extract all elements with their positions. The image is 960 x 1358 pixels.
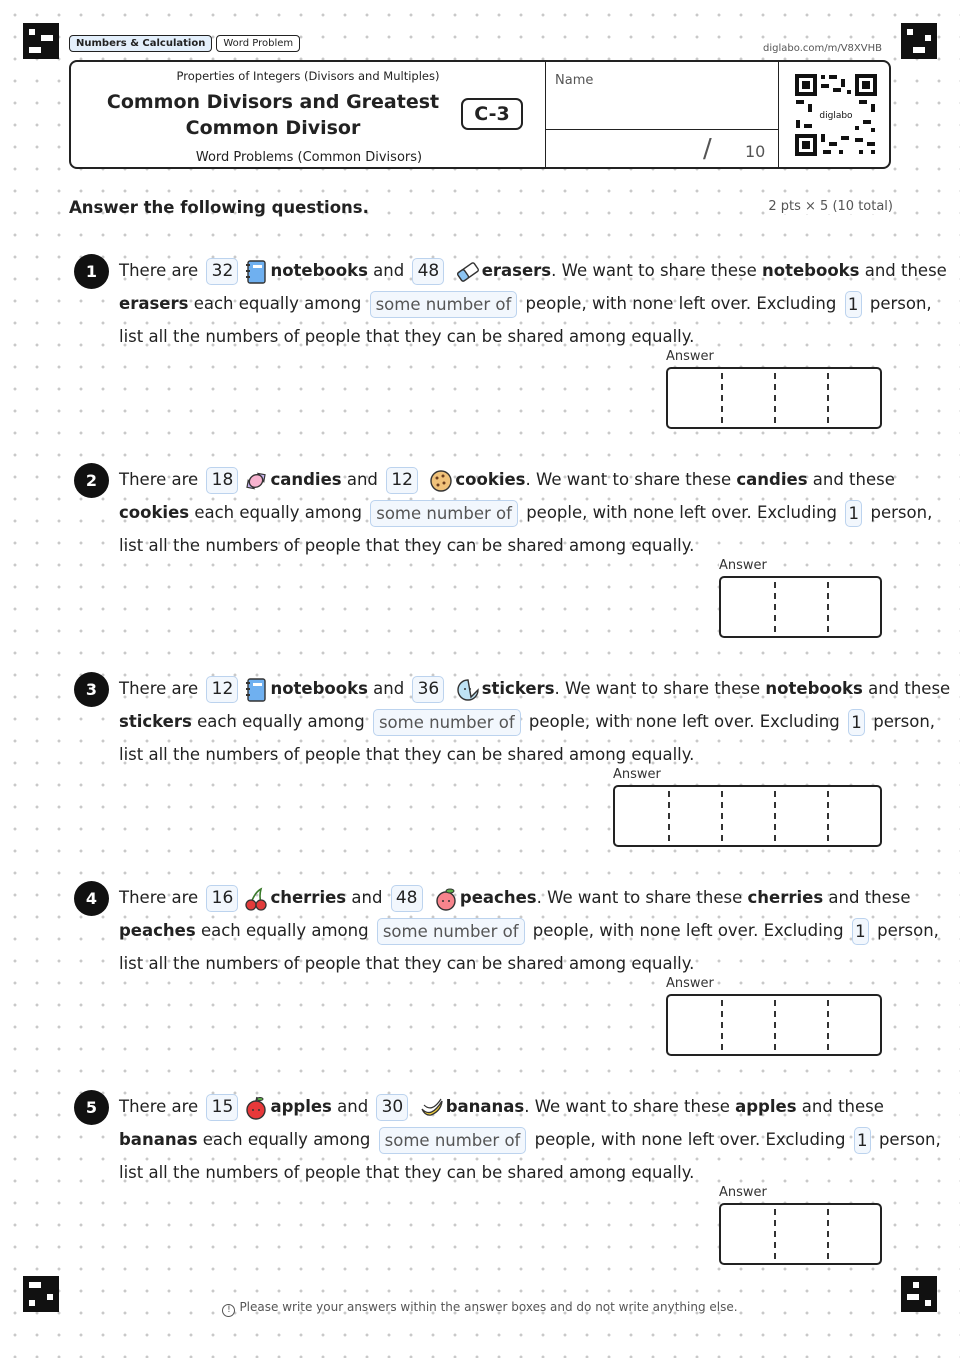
answer-cell-divider (721, 1000, 723, 1050)
peach-icon (433, 886, 459, 912)
question-line-3: list all the numbers of people that they can be shared among equally. (119, 745, 695, 764)
page-title (103, 89, 443, 141)
item-1-name: candies (270, 470, 342, 489)
count-2: 48 (391, 885, 423, 912)
item-1-name: apples (270, 1097, 332, 1116)
each-equally-text: each equally among (202, 1130, 371, 1149)
each-equally-text: each equally among (193, 294, 362, 313)
question-number: 5 (74, 1090, 109, 1125)
score-slash: / (703, 134, 712, 164)
question-line-1 (119, 254, 947, 287)
question-text (119, 881, 939, 980)
item-2-name: stickers (481, 679, 555, 698)
answer-cell-divider (774, 582, 776, 632)
name-label: Name (555, 73, 594, 88)
answer-label: Answer (666, 976, 714, 991)
question-number: 3 (74, 672, 109, 707)
question-text (119, 672, 951, 771)
divider (778, 62, 779, 167)
question-line-2 (119, 496, 933, 529)
notebook-icon (243, 259, 269, 285)
item-1-name-repeat: apples (735, 1097, 797, 1116)
qr-code (793, 72, 879, 158)
people-text: people, with none left over. Excluding (526, 503, 838, 522)
each-equally-text: each equally among (200, 921, 369, 940)
divider (545, 129, 779, 130)
count-2: 48 (412, 258, 444, 285)
there-are-text: There are (119, 470, 199, 489)
notebook-icon (243, 677, 269, 703)
page-title-line1: Common Divisors and Greatest (106, 91, 440, 113)
item-2-name-repeat: erasers (119, 294, 189, 313)
question-line-2 (119, 287, 932, 320)
answer-box-3[interactable] (613, 785, 882, 847)
corner-marker-top-left (23, 23, 59, 59)
answer-cell-divider (827, 1209, 829, 1259)
item-2-name-repeat: peaches (119, 921, 196, 940)
some-number-box: some number of (370, 500, 518, 527)
question-line-2 (119, 705, 936, 738)
and-these-text: and these (828, 888, 911, 907)
person-text: person, (873, 712, 936, 731)
tag-list (69, 35, 300, 52)
item-2-name-repeat: bananas (119, 1130, 198, 1149)
question-line-1 (119, 672, 951, 705)
answer-label: Answer (719, 558, 767, 573)
corner-marker-top-right (901, 23, 937, 59)
person-text: person, (878, 1130, 941, 1149)
people-text: people, with none left over. Excluding (532, 921, 844, 940)
some-number-box: some number of (370, 291, 518, 318)
excluding-value: 1 (845, 500, 862, 527)
excluding-value: 1 (852, 918, 869, 945)
item-2-name: cookies (455, 470, 526, 489)
eraser-icon (455, 259, 481, 285)
there-are-text: There are (119, 261, 199, 280)
item-1-name-repeat: notebooks (765, 679, 863, 698)
question-line-3: list all the numbers of people that they can be shared among equally. (119, 536, 695, 555)
and-text: and (373, 679, 405, 698)
candy-icon (243, 468, 269, 494)
question-text (119, 1090, 941, 1189)
question-line-2 (119, 1123, 941, 1156)
tag-word-problem: Word Problem (216, 35, 300, 52)
score-total: 10 (745, 142, 766, 161)
answer-cell-divider (774, 1209, 776, 1259)
want-share-text: . We want to share these (551, 261, 757, 280)
count-2: 12 (386, 467, 418, 494)
people-text: people, with none left over. Excluding (525, 294, 837, 313)
answer-box-5[interactable] (719, 1203, 882, 1265)
excluding-value: 1 (854, 1127, 871, 1154)
person-text: person, (870, 503, 933, 522)
and-these-text: and these (812, 470, 895, 489)
each-equally-text: each equally among (194, 503, 362, 522)
count-2: 36 (412, 676, 444, 703)
item-2-name: erasers (481, 261, 552, 280)
question-line-1 (119, 463, 909, 496)
answer-cell-divider (668, 791, 670, 841)
category-label: Properties of Integers (Divisors and Multiples) (176, 69, 440, 83)
question-line-1 (119, 1090, 909, 1123)
person-text: person, (877, 921, 939, 940)
worksheet-url: diglabo.com/m/V8XVHB (763, 43, 882, 54)
people-text: people, with none left over. Excluding (534, 1130, 846, 1149)
some-number-box: some number of (379, 1127, 527, 1154)
question-line-1 (119, 881, 909, 914)
question-text (119, 463, 933, 562)
answer-cell-divider (827, 1000, 829, 1050)
count-1: 12 (206, 676, 238, 703)
answer-cell-divider (827, 791, 829, 841)
subtitle: Word Problems (Common Divisors) (195, 150, 423, 165)
worksheet-header (69, 60, 891, 169)
answer-cell-divider (827, 582, 829, 632)
and-text: and (373, 261, 405, 280)
answer-label: Answer (666, 349, 714, 364)
excluding-value: 1 (848, 709, 865, 736)
and-text: and (337, 1097, 369, 1116)
some-number-box: some number of (377, 918, 525, 945)
page-title-line2: Common Divisor (185, 117, 361, 139)
answer-label: Answer (719, 1185, 767, 1200)
tag-numbers-calculation: Numbers & Calculation (69, 35, 212, 52)
people-text: people, with none left over. Excluding (528, 712, 840, 731)
item-2-name-repeat: stickers (119, 712, 192, 731)
qr-label: diglabo (819, 111, 853, 121)
answer-cell-divider (721, 791, 723, 841)
there-are-text: There are (119, 679, 199, 698)
info-icon: ! (222, 1304, 235, 1317)
question-line-3: list all the numbers of people that they can be shared among equally. (119, 327, 695, 346)
answer-cell-divider (774, 373, 776, 423)
footer-text: Please write your answers within the answer boxes and do not write anything else. (239, 1300, 738, 1314)
question-text (119, 254, 947, 353)
question-number: 1 (74, 254, 109, 289)
want-share-text: . We want to share these (524, 1097, 730, 1116)
there-are-text: There are (119, 1097, 199, 1116)
item-2-name-repeat: cookies (119, 503, 190, 522)
question-line-2 (119, 914, 939, 947)
answer-box-4[interactable] (666, 994, 882, 1056)
sticker-icon (455, 677, 481, 703)
count-1: 15 (206, 1094, 238, 1121)
excluding-value: 1 (845, 291, 862, 318)
cookie-icon (428, 468, 454, 494)
want-share-text: . We want to share these (525, 470, 732, 489)
answer-box-1[interactable] (666, 367, 882, 429)
apple-icon (243, 1095, 269, 1121)
cherry-icon (243, 886, 269, 912)
some-number-box: some number of (373, 709, 521, 736)
answer-box-2[interactable] (719, 576, 882, 638)
question-number: 2 (74, 463, 109, 498)
and-text: and (351, 888, 383, 907)
item-1-name: cherries (270, 888, 347, 907)
there-are-text: There are (119, 888, 199, 907)
item-1-name-repeat: cherries (747, 888, 824, 907)
person-text: person, (869, 294, 932, 313)
item-2-name: bananas (445, 1097, 525, 1116)
and-these-text: and these (864, 261, 947, 280)
item-1-name-repeat: notebooks (762, 261, 860, 280)
points-info: 2 pts × 5 (10 total) (768, 199, 893, 214)
item-1-name: notebooks (270, 679, 368, 698)
want-share-text: . We want to share these (554, 679, 761, 698)
and-these-text: and these (868, 679, 951, 698)
want-share-text: . We want to share these (536, 888, 743, 907)
divider (545, 62, 546, 167)
footer-note (0, 1300, 960, 1317)
count-1: 16 (206, 885, 238, 912)
count-1: 32 (206, 258, 238, 285)
answer-cell-divider (721, 373, 723, 423)
item-1-name-repeat: candies (736, 470, 808, 489)
answer-cell-divider (827, 373, 829, 423)
count-2: 30 (376, 1094, 408, 1121)
item-1-name: notebooks (270, 261, 368, 280)
answer-label: Answer (613, 767, 661, 782)
question-line-3: list all the numbers of people that they can be shared among equally. (119, 954, 695, 973)
answer-cell-divider (774, 791, 776, 841)
item-2-name: peaches (459, 888, 537, 907)
question-number: 4 (74, 881, 109, 916)
instructions: Answer the following questions. (69, 198, 369, 217)
answer-cell-divider (774, 1000, 776, 1050)
question-line-3: list all the numbers of people that they can be shared among equally. (119, 1163, 695, 1182)
and-text: and (346, 470, 378, 489)
each-equally-text: each equally among (197, 712, 365, 731)
and-these-text: and these (801, 1097, 884, 1116)
banana-icon (419, 1095, 445, 1121)
count-1: 18 (206, 467, 238, 494)
worksheet-code: C-3 (461, 98, 523, 130)
